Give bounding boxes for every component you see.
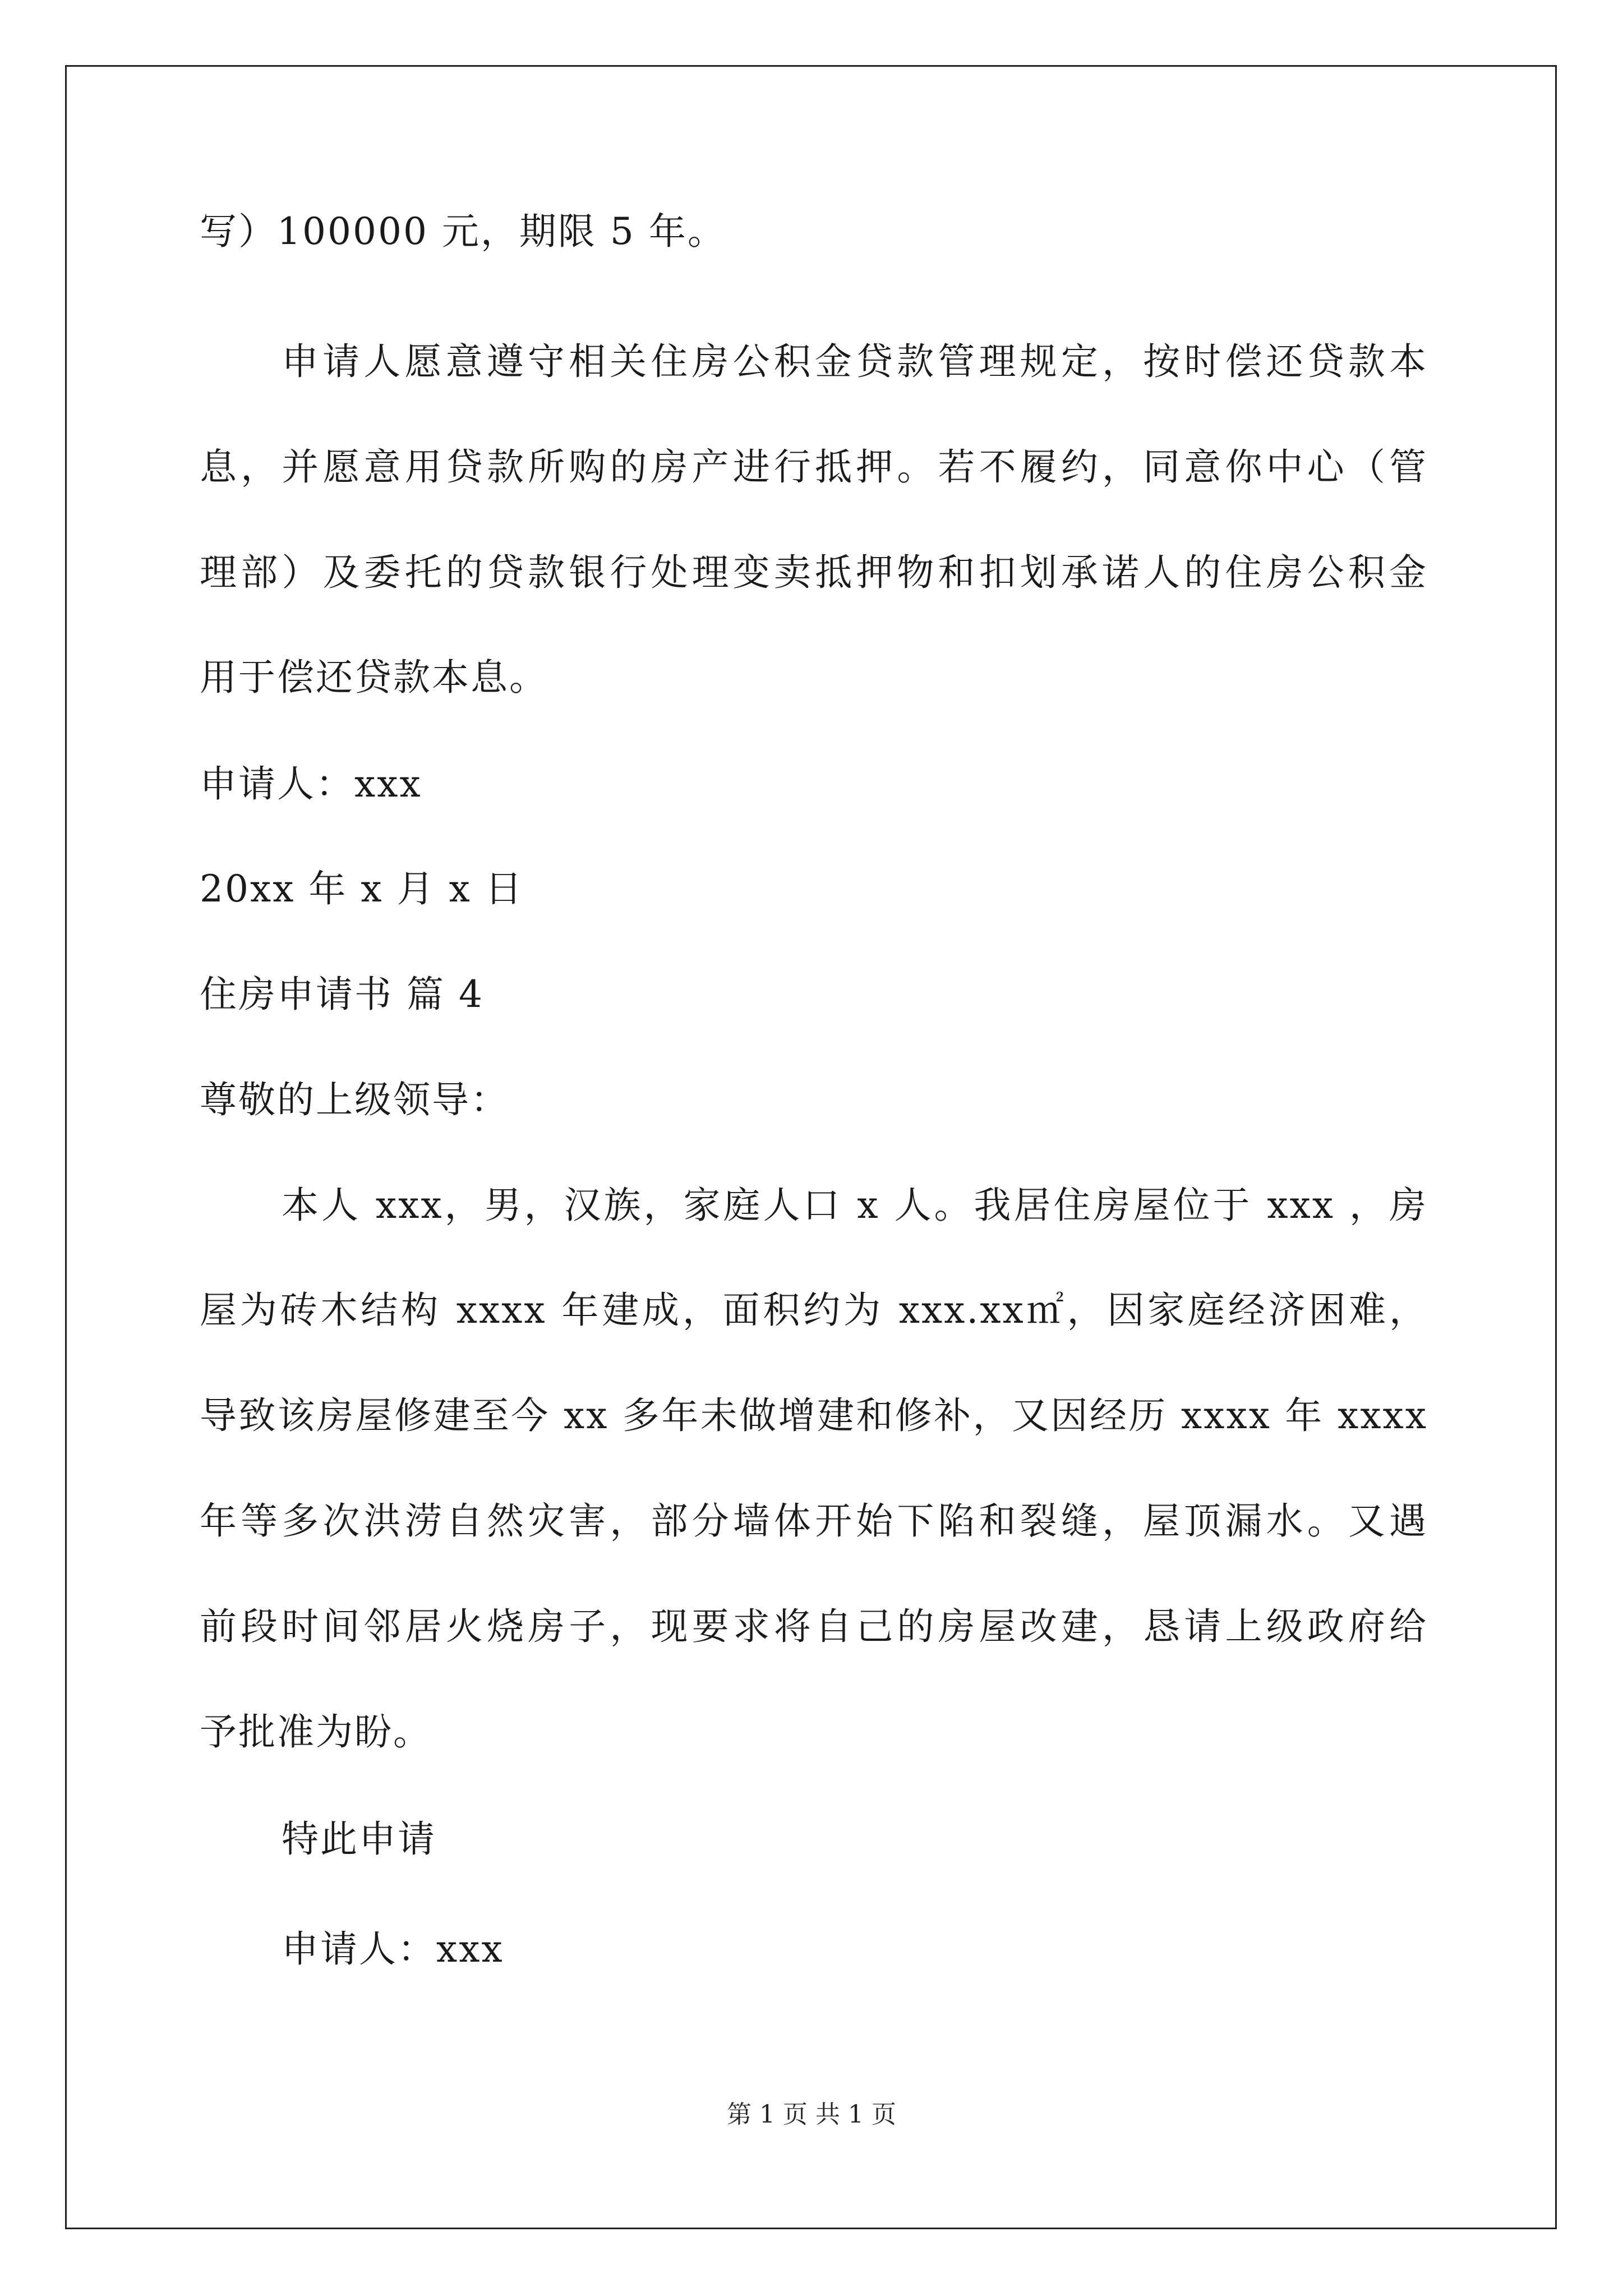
paragraph-line: 年等多次洪涝自然灾害，部分墙体开始下陷和裂缝，屋顶漏水。又遇 [200, 1499, 1428, 1543]
date-line: 20xx 年 x 月 x 日 [200, 867, 524, 910]
page-border [65, 65, 1557, 2229]
closing-line: 特此申请 [282, 1818, 436, 1861]
text-line: 写）100000 元，期限 5 年。 [200, 210, 726, 253]
paragraph-line: 屋为砖木结构 xxxx 年建成，面积约为 xxx.xx㎡，因家庭经济困难， [200, 1289, 1428, 1332]
paragraph-line: 申请人愿意遵守相关住房公积金贷款管理规定，按时偿还贷款本 [282, 340, 1428, 383]
applicant-signature-line: 申请人：xxx [282, 1927, 504, 1971]
page-number: 第 1 页 共 1 页 [727, 2100, 896, 2129]
paragraph-line: 理部）及委托的贷款银行处理变卖抵押物和扣划承诺人的住房公积金 [200, 551, 1428, 594]
paragraph-line: 息，并愿意用贷款所购的房产进行抵押。若不履约，同意你中心（管 [200, 445, 1428, 489]
paragraph-line: 予批准为盼。 [200, 1710, 432, 1754]
salutation: 尊敬的上级领导： [200, 1078, 509, 1121]
section-heading: 住房申请书 篇 4 [200, 973, 484, 1016]
paragraph-line: 本人 xxx，男，汉族，家庭人口 x 人。我居住房屋位于 xxx ，房 [282, 1184, 1428, 1227]
paragraph-line: 导致该房屋修建至今 xx 多年未做增建和修补，又因经历 xxxx 年 xxxx [200, 1394, 1428, 1437]
paragraph-line: 用于偿还贷款本息。 [200, 656, 548, 699]
applicant-line: 申请人：xxx [200, 762, 422, 806]
paragraph-line: 前段时间邻居火烧房子，现要求将自己的房屋改建，恳请上级政府给 [200, 1605, 1428, 1648]
